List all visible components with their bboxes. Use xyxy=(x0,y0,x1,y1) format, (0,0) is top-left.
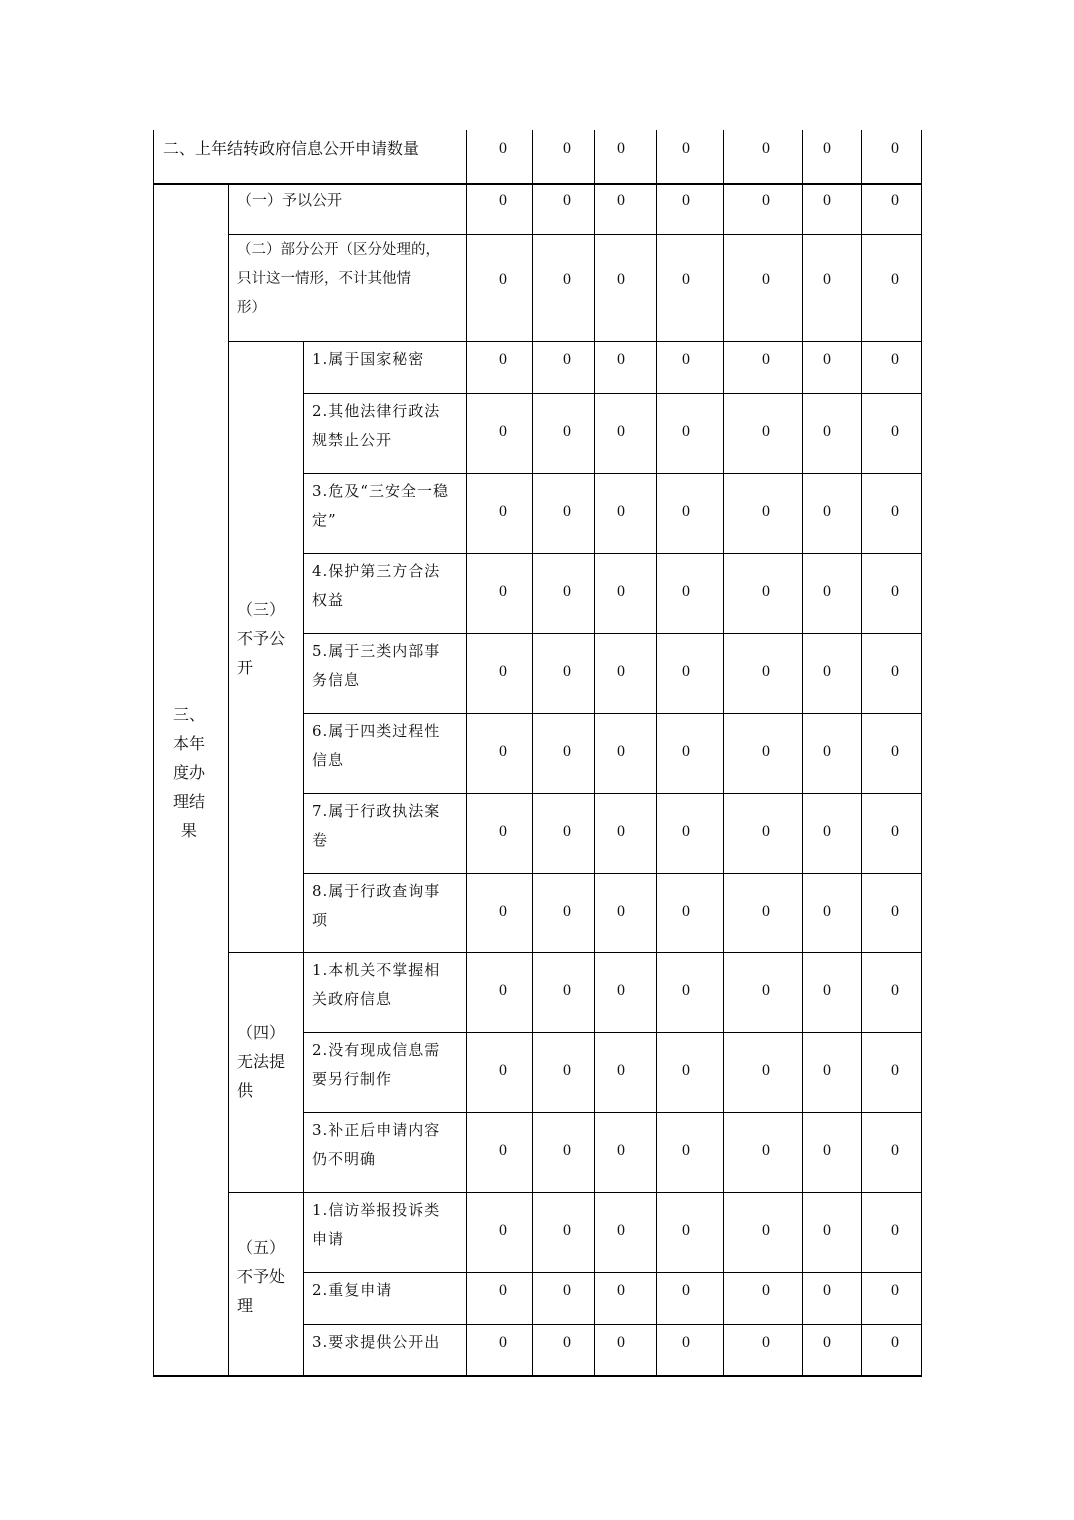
table-right-border xyxy=(921,130,922,1375)
item-label xyxy=(312,1276,392,1305)
table-bottom-border xyxy=(153,1375,922,1377)
value-cell: 0 xyxy=(617,902,625,920)
row-rule xyxy=(303,793,922,794)
item-label-line: 定” xyxy=(312,511,337,529)
row-rule xyxy=(303,1272,922,1273)
item-label xyxy=(312,1036,440,1094)
value-cell: 0 xyxy=(563,902,571,920)
row-partial-label-line: 只计这一情形，不计其他情 xyxy=(237,271,411,287)
value-cell: 0 xyxy=(499,1282,507,1299)
value-cell: 0 xyxy=(682,902,690,920)
item-label-line: 4.保护第三方合法 xyxy=(312,562,441,580)
value-cell: 0 xyxy=(563,1142,571,1159)
value-cell: 0 xyxy=(762,271,770,288)
value-cell: 0 xyxy=(682,423,690,440)
value-cell: 0 xyxy=(682,743,690,760)
item-label-line: 规禁止公开 xyxy=(312,431,393,449)
item-label-line: 1.属于国家秘密 xyxy=(312,350,425,368)
value-cell: 0 xyxy=(891,663,899,680)
value-cell: 0 xyxy=(617,503,625,520)
value-cell: 0 xyxy=(563,663,571,680)
value-cell: 0 xyxy=(682,583,690,600)
value-cell: 0 xyxy=(762,1282,770,1299)
row-disclosed-label-line: （一）予以公开 xyxy=(237,191,343,209)
value-cell: 0 xyxy=(617,743,625,760)
value-cell: 0 xyxy=(682,823,690,840)
group-label-line: （五） xyxy=(237,1238,286,1257)
value-cell: 0 xyxy=(823,140,831,157)
value-cell: 0 xyxy=(823,1062,831,1079)
item-label xyxy=(312,397,440,455)
item-label-line: 务信息 xyxy=(312,671,361,689)
carryover-row-label-line: 二、上年结转政府信息公开申请数量 xyxy=(163,139,420,158)
table-left-border xyxy=(153,130,154,1375)
value-cell: 0 xyxy=(563,982,571,999)
value-cell: 0 xyxy=(617,663,625,680)
row-rule xyxy=(303,713,922,714)
value-cell: 0 xyxy=(762,1222,770,1239)
value-cell: 0 xyxy=(563,1282,571,1299)
item-label-line: 2.重复申请 xyxy=(312,1281,393,1299)
value-cell: 0 xyxy=(762,743,770,760)
item-label xyxy=(312,956,440,1014)
value-cell: 0 xyxy=(823,423,831,440)
value-cell: 0 xyxy=(891,351,899,368)
value-cell: 0 xyxy=(891,1222,899,1239)
column-rule xyxy=(303,341,304,1375)
row-rule xyxy=(303,393,922,394)
value-cell: 0 xyxy=(823,1282,831,1299)
value-cell: 0 xyxy=(891,583,899,600)
value-cell: 0 xyxy=(682,503,690,520)
row-partial-label-line: （二）部分公开（区分处理的， xyxy=(237,242,440,258)
row-partial-label-line: 形） xyxy=(237,300,266,316)
group-label-line: 开 xyxy=(237,658,254,677)
value-cell: 0 xyxy=(762,423,770,440)
group-label-line: 无法提 xyxy=(237,1052,286,1071)
value-cell: 0 xyxy=(563,743,571,760)
value-cell: 0 xyxy=(823,351,831,368)
item-label-line: 项 xyxy=(312,911,329,929)
row-rule xyxy=(228,952,922,953)
item-label-line: 卷 xyxy=(312,831,329,849)
value-cell: 0 xyxy=(823,271,831,288)
row-rule xyxy=(303,1324,922,1325)
row-rule xyxy=(303,1032,922,1033)
value-cell: 0 xyxy=(762,140,770,157)
value-cell: 0 xyxy=(762,351,770,368)
value-cell: 0 xyxy=(823,823,831,840)
value-cell: 0 xyxy=(891,982,899,999)
item-label xyxy=(312,637,440,695)
row-rule xyxy=(228,234,922,235)
value-cell: 0 xyxy=(499,192,507,209)
value-cell: 0 xyxy=(823,902,831,920)
value-cell: 0 xyxy=(762,1142,770,1159)
value-cell: 0 xyxy=(823,1222,831,1239)
section3-label-line: 度办 xyxy=(173,763,206,782)
carryover-row-label xyxy=(163,134,419,163)
value-cell: 0 xyxy=(762,823,770,840)
value-cell: 0 xyxy=(891,1334,899,1351)
value-cell: 0 xyxy=(682,982,690,999)
section3-label xyxy=(173,700,205,845)
value-cell: 0 xyxy=(499,423,507,440)
group-label-line: 不予公 xyxy=(237,629,286,648)
value-cell: 0 xyxy=(762,1062,770,1079)
value-cell: 0 xyxy=(682,140,690,157)
section3-label-line: 本年 xyxy=(173,734,206,753)
item-label-line: 3.危及“三安全一稳 xyxy=(312,482,449,500)
value-cell: 0 xyxy=(499,503,507,520)
value-cell: 0 xyxy=(823,1142,831,1159)
section3-label-line: 理结 xyxy=(173,792,206,811)
value-cell: 0 xyxy=(499,1062,507,1079)
item-label xyxy=(312,797,440,855)
item-label-line: 6.属于四类过程性 xyxy=(312,722,441,740)
value-cell: 0 xyxy=(762,1334,770,1351)
value-cell: 0 xyxy=(563,351,571,368)
value-cell: 0 xyxy=(891,902,899,920)
value-cell: 0 xyxy=(563,423,571,440)
row-rule xyxy=(303,633,922,634)
row-disclosed-label xyxy=(237,186,342,215)
value-cell: 0 xyxy=(563,1222,571,1239)
group-label-line: 不予处 xyxy=(237,1267,286,1286)
row-rule xyxy=(303,473,922,474)
column-rule xyxy=(723,130,724,1375)
row-partial-label xyxy=(237,236,440,323)
group-label-line: （四） xyxy=(237,1023,286,1042)
value-cell: 0 xyxy=(617,823,625,840)
value-cell: 0 xyxy=(891,423,899,440)
value-cell: 0 xyxy=(682,192,690,209)
value-cell: 0 xyxy=(823,1334,831,1351)
value-cell: 0 xyxy=(563,823,571,840)
row-rule xyxy=(303,1112,922,1113)
column-rule xyxy=(532,130,533,1375)
item-label-line: 5.属于三类内部事 xyxy=(312,642,441,660)
value-cell: 0 xyxy=(891,271,899,288)
value-cell: 0 xyxy=(823,743,831,760)
value-cell: 0 xyxy=(823,192,831,209)
value-cell: 0 xyxy=(891,823,899,840)
value-cell: 0 xyxy=(617,423,625,440)
item-label-line: 权益 xyxy=(312,591,345,609)
item-label xyxy=(312,717,440,775)
value-cell: 0 xyxy=(762,192,770,209)
value-cell: 0 xyxy=(891,1142,899,1159)
value-cell: 0 xyxy=(617,1062,625,1079)
value-cell: 0 xyxy=(617,1334,625,1351)
value-cell: 0 xyxy=(891,1062,899,1079)
value-cell: 0 xyxy=(563,271,571,288)
value-cell: 0 xyxy=(891,192,899,209)
value-cell: 0 xyxy=(563,140,571,157)
column-rule xyxy=(861,130,862,1375)
value-cell: 0 xyxy=(499,823,507,840)
section3-label-line: 果 xyxy=(181,821,198,840)
group-label xyxy=(237,1233,285,1320)
value-cell: 0 xyxy=(823,583,831,600)
value-cell: 0 xyxy=(499,351,507,368)
value-cell: 0 xyxy=(499,1142,507,1159)
value-cell: 0 xyxy=(823,503,831,520)
group-label-line: 理 xyxy=(237,1296,254,1315)
value-cell: 0 xyxy=(563,503,571,520)
value-cell: 0 xyxy=(891,743,899,760)
column-rule xyxy=(656,130,657,1375)
item-label-line: 3.要求提供公开出 xyxy=(312,1333,441,1351)
value-cell: 0 xyxy=(682,1222,690,1239)
value-cell: 0 xyxy=(891,1282,899,1299)
value-cell: 0 xyxy=(617,351,625,368)
item-label-line: 要另行制作 xyxy=(312,1070,393,1088)
item-label-line: 2.没有现成信息需 xyxy=(312,1041,441,1059)
value-cell: 0 xyxy=(617,1282,625,1299)
item-label xyxy=(312,557,440,615)
value-cell: 0 xyxy=(682,1062,690,1079)
value-cell: 0 xyxy=(563,1334,571,1351)
value-cell: 0 xyxy=(499,140,507,157)
value-cell: 0 xyxy=(682,271,690,288)
value-cell: 0 xyxy=(762,583,770,600)
column-rule xyxy=(466,130,467,1375)
value-cell: 0 xyxy=(499,982,507,999)
column-rule xyxy=(228,183,229,1375)
value-cell: 0 xyxy=(617,192,625,209)
value-cell: 0 xyxy=(499,1334,507,1351)
row-rule xyxy=(153,183,922,185)
item-label-line: 1.本机关不掌握相 xyxy=(312,961,441,979)
item-label-line: 3.补正后申请内容 xyxy=(312,1121,441,1139)
value-cell: 0 xyxy=(891,140,899,157)
value-cell: 0 xyxy=(499,583,507,600)
value-cell: 0 xyxy=(499,1222,507,1239)
value-cell: 0 xyxy=(499,271,507,288)
value-cell: 0 xyxy=(823,982,831,999)
value-cell: 0 xyxy=(499,743,507,760)
item-label-line: 7.属于行政执法案 xyxy=(312,802,441,820)
value-cell: 0 xyxy=(682,1282,690,1299)
section3-label-line: 三、 xyxy=(173,705,206,724)
value-cell: 0 xyxy=(617,271,625,288)
item-label-line: 申请 xyxy=(312,1230,345,1248)
value-cell: 0 xyxy=(823,663,831,680)
item-label xyxy=(312,1328,440,1357)
value-cell: 0 xyxy=(563,192,571,209)
value-cell: 0 xyxy=(682,351,690,368)
group-label xyxy=(237,1018,285,1105)
row-rule xyxy=(228,341,922,342)
row-rule xyxy=(303,553,922,554)
value-cell: 0 xyxy=(563,1062,571,1079)
value-cell: 0 xyxy=(617,140,625,157)
group-label-line: （三） xyxy=(237,600,286,619)
value-cell: 0 xyxy=(499,902,507,920)
column-rule xyxy=(802,130,803,1375)
value-cell: 0 xyxy=(762,663,770,680)
value-cell: 0 xyxy=(563,583,571,600)
value-cell: 0 xyxy=(682,663,690,680)
group-label-line: 供 xyxy=(237,1081,254,1100)
value-cell: 0 xyxy=(617,583,625,600)
value-cell: 0 xyxy=(617,982,625,999)
item-label xyxy=(312,477,449,535)
group-label xyxy=(237,595,285,682)
value-cell: 0 xyxy=(617,1142,625,1159)
item-label-line: 2.其他法律行政法 xyxy=(312,402,441,420)
item-label xyxy=(312,877,440,935)
item-label-line: 1.信访举报投诉类 xyxy=(312,1201,441,1219)
item-label-line: 仍不明确 xyxy=(312,1150,377,1168)
column-rule xyxy=(594,130,595,1375)
item-label xyxy=(312,345,424,374)
item-label-line: 信息 xyxy=(312,751,345,769)
value-cell: 0 xyxy=(891,503,899,520)
row-rule xyxy=(228,1192,922,1193)
value-cell: 0 xyxy=(762,503,770,520)
item-label xyxy=(312,1116,440,1174)
item-label xyxy=(312,1196,440,1254)
value-cell: 0 xyxy=(682,1334,690,1351)
value-cell: 0 xyxy=(762,982,770,999)
item-label-line: 关政府信息 xyxy=(312,990,393,1008)
row-rule xyxy=(303,873,922,874)
value-cell: 0 xyxy=(682,1142,690,1159)
value-cell: 0 xyxy=(499,663,507,680)
item-label-line: 8.属于行政查询事 xyxy=(312,882,441,900)
value-cell: 0 xyxy=(762,902,770,920)
value-cell: 0 xyxy=(617,1222,625,1239)
